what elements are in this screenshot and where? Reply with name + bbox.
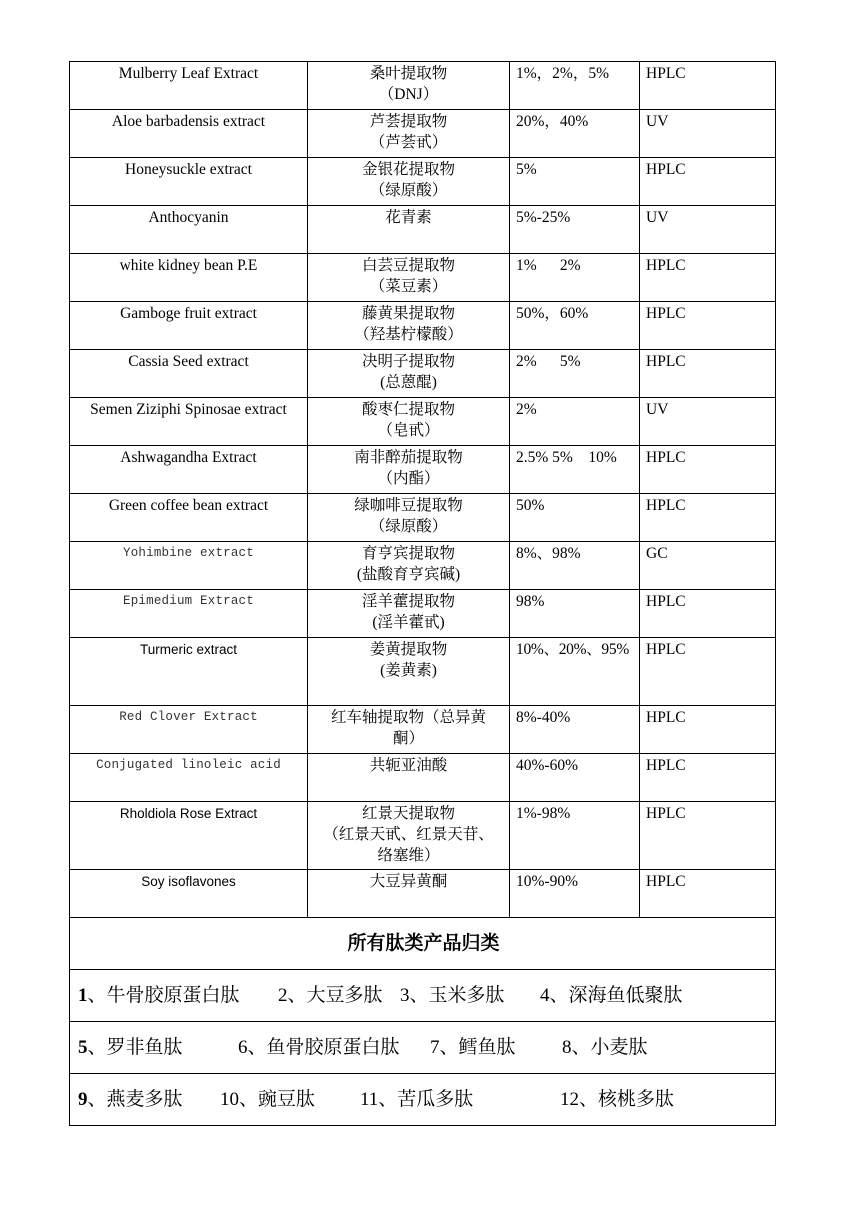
peptide-line (70, 1022, 776, 1074)
product-row (70, 206, 776, 254)
product-spec: 2% 5% (510, 350, 640, 398)
product-row (70, 62, 776, 110)
peptide-number: 12 (560, 1088, 579, 1110)
product-spec: 98% (510, 590, 640, 638)
cn-line: （绿原酸） (369, 182, 448, 199)
product-chinese-name (308, 754, 510, 802)
cn-line: （内酯） (377, 470, 440, 487)
cn-line: 络塞维） (377, 847, 440, 864)
peptide-name: 、鱼骨胶原蛋白肽 (247, 1036, 400, 1058)
test-method: HPLC (640, 350, 776, 398)
peptide-item (560, 1089, 674, 1110)
cn-line: （绿原酸） (369, 518, 448, 535)
test-method: UV (640, 206, 776, 254)
product-row (70, 590, 776, 638)
product-english-name: Anthocyanin (70, 206, 308, 254)
product-table-body (70, 62, 776, 1126)
cn-line: 桑叶提取物 (369, 65, 448, 82)
peptide-item (278, 985, 400, 1006)
product-chinese-name (308, 302, 510, 350)
cn-line: （菜豆素） (369, 278, 448, 295)
peptide-line (70, 1074, 776, 1126)
peptide-section-title: 所有肽类产品归类 (70, 918, 776, 970)
product-row (70, 350, 776, 398)
test-method: HPLC (640, 870, 776, 918)
peptide-name: 、核桃多肽 (579, 1088, 675, 1110)
peptide-item (78, 1089, 220, 1110)
peptide-name: 、玉米多肽 (409, 984, 505, 1006)
test-method: GC (640, 542, 776, 590)
cn-line: 藤黄果提取物 (361, 305, 455, 322)
product-chinese-name (308, 206, 510, 254)
product-chinese-name (308, 494, 510, 542)
test-method: HPLC (640, 754, 776, 802)
peptide-number: 3 (400, 984, 410, 1006)
product-english-name: Ashwagandha Extract (70, 446, 308, 494)
cn-line: 共轭亚油酸 (369, 757, 448, 774)
cn-line: (盐酸育亨宾碱) (356, 566, 461, 583)
product-chinese-name (308, 446, 510, 494)
peptide-item (540, 985, 683, 1006)
test-method: HPLC (640, 302, 776, 350)
product-english-name: Gamboge fruit extract (70, 302, 308, 350)
product-spec: 2.5% 5% 10% (510, 446, 640, 494)
peptide-number: 7 (430, 1036, 440, 1058)
peptide-name: 、大豆多肽 (287, 984, 383, 1006)
document-page (69, 61, 775, 1126)
product-chinese-name (308, 706, 510, 754)
peptide-row (70, 1022, 776, 1074)
peptide-row (70, 970, 776, 1022)
product-row (70, 302, 776, 350)
product-english-name: white kidney bean P.E (70, 254, 308, 302)
cn-line: 南非醉茄提取物 (354, 449, 463, 466)
test-method: HPLC (640, 446, 776, 494)
test-method: HPLC (640, 62, 776, 110)
cn-line: (淫羊藿甙) (372, 614, 445, 631)
product-english-name: Rholdiola Rose Extract (70, 802, 308, 870)
product-chinese-name (308, 638, 510, 706)
peptide-name: 、鳕鱼肽 (439, 1036, 516, 1058)
peptide-number: 8 (562, 1036, 572, 1058)
product-spec: 5% (510, 158, 640, 206)
cn-line: （DNJ） (378, 86, 439, 103)
peptide-item (78, 985, 278, 1006)
product-chinese-name (308, 110, 510, 158)
test-method: HPLC (640, 706, 776, 754)
peptide-name: 、燕麦多肽 (87, 1088, 183, 1110)
peptide-header-row (70, 918, 776, 970)
peptide-row (70, 1074, 776, 1126)
product-spec: 1%-98% (510, 802, 640, 870)
peptide-item (400, 985, 540, 1006)
product-english-name: Soy isoflavones (70, 870, 308, 918)
cn-line: （芦荟甙） (369, 134, 448, 151)
product-row (70, 802, 776, 870)
peptide-number: 2 (278, 984, 288, 1006)
product-row (70, 398, 776, 446)
peptide-number: 9 (78, 1088, 88, 1110)
peptide-name: 、深海鱼低聚肽 (549, 984, 683, 1006)
cn-line: 红景天提取物 (361, 805, 455, 822)
product-spec: 8%-40% (510, 706, 640, 754)
product-row (70, 870, 776, 918)
product-spec: 10%、20%、95% (510, 638, 640, 706)
cn-line: 绿咖啡豆提取物 (354, 497, 463, 514)
product-english-name: Semen Ziziphi Spinosae extract (70, 398, 308, 446)
peptide-name: 、牛骨胶原蛋白肽 (87, 984, 240, 1006)
product-spec: 5%-25% (510, 206, 640, 254)
product-english-name: Cassia Seed extract (70, 350, 308, 398)
product-chinese-name (308, 350, 510, 398)
product-spec: 50% (510, 494, 640, 542)
product-english-name: Aloe barbadensis extract (70, 110, 308, 158)
cn-line: （红景天甙、红景天苷、 (323, 826, 494, 843)
cn-line: 白芸豆提取物 (361, 257, 455, 274)
peptide-number: 1 (78, 984, 88, 1006)
cn-line: 育亨宾提取物 (361, 545, 455, 562)
peptide-item (562, 1037, 648, 1058)
product-english-name: Mulberry Leaf Extract (70, 62, 308, 110)
test-method: HPLC (640, 158, 776, 206)
peptide-item (238, 1037, 430, 1058)
product-chinese-name (308, 802, 510, 870)
product-spec: 8%、98% (510, 542, 640, 590)
cn-line: 金银花提取物 (361, 161, 455, 178)
product-english-name: Honeysuckle extract (70, 158, 308, 206)
test-method: HPLC (640, 802, 776, 870)
cn-line: 姜黄提取物 (369, 641, 448, 658)
test-method: HPLC (640, 590, 776, 638)
test-method: HPLC (640, 494, 776, 542)
peptide-number: 6 (238, 1036, 248, 1058)
product-row (70, 446, 776, 494)
product-spec: 1% 2% (510, 254, 640, 302)
peptide-name: 、苦瓜多肽 (378, 1088, 474, 1110)
product-chinese-name (308, 590, 510, 638)
cn-line: (总蒽醌) (380, 374, 437, 391)
peptide-number: 11 (360, 1088, 379, 1110)
product-english-name: Yohimbine extract (70, 542, 308, 590)
product-spec: 50%，60% (510, 302, 640, 350)
test-method: UV (640, 110, 776, 158)
cn-line: 花青素 (385, 209, 432, 226)
product-table (69, 61, 776, 1126)
product-spec: 2% (510, 398, 640, 446)
product-chinese-name (308, 254, 510, 302)
peptide-number: 10 (220, 1088, 239, 1110)
product-row (70, 254, 776, 302)
peptide-item (78, 1037, 238, 1058)
product-spec: 20%，40% (510, 110, 640, 158)
cn-line: 大豆异黄酮 (369, 873, 448, 890)
product-spec: 10%-90% (510, 870, 640, 918)
cn-line: （羟基柠檬酸） (354, 326, 463, 343)
test-method: HPLC (640, 254, 776, 302)
product-chinese-name (308, 158, 510, 206)
product-row (70, 706, 776, 754)
product-row (70, 754, 776, 802)
peptide-item (360, 1089, 560, 1110)
peptide-number: 5 (78, 1036, 88, 1058)
peptide-line (70, 970, 776, 1022)
cn-line: （皂甙） (377, 422, 440, 439)
cn-line: 酸枣仁提取物 (361, 401, 455, 418)
product-row (70, 638, 776, 706)
cn-line: 红车轴提取物（总异黄 (330, 709, 486, 726)
product-english-name: Turmeric extract (70, 638, 308, 706)
cn-line: (姜黄素) (380, 662, 437, 679)
product-chinese-name (308, 398, 510, 446)
product-chinese-name (308, 542, 510, 590)
cn-line: 酮） (392, 730, 424, 747)
peptide-name: 、豌豆肽 (239, 1088, 316, 1110)
peptide-number: 4 (540, 984, 550, 1006)
cn-line: 决明子提取物 (361, 353, 455, 370)
product-english-name: Red Clover Extract (70, 706, 308, 754)
product-spec: 1%，2%，5% (510, 62, 640, 110)
product-english-name: Conjugated linoleic acid (70, 754, 308, 802)
product-spec: 40%-60% (510, 754, 640, 802)
peptide-name: 、罗非鱼肽 (87, 1036, 183, 1058)
product-chinese-name (308, 870, 510, 918)
cn-line: 芦荟提取物 (369, 113, 448, 130)
product-row (70, 110, 776, 158)
peptide-name: 、小麦肽 (571, 1036, 648, 1058)
test-method: HPLC (640, 638, 776, 706)
product-english-name: Epimedium Extract (70, 590, 308, 638)
product-english-name: Green coffee bean extract (70, 494, 308, 542)
peptide-item (430, 1037, 562, 1058)
product-row (70, 494, 776, 542)
test-method: UV (640, 398, 776, 446)
product-row (70, 542, 776, 590)
product-chinese-name (308, 62, 510, 110)
peptide-item (220, 1089, 360, 1110)
cn-line: 淫羊藿提取物 (361, 593, 455, 610)
product-row (70, 158, 776, 206)
